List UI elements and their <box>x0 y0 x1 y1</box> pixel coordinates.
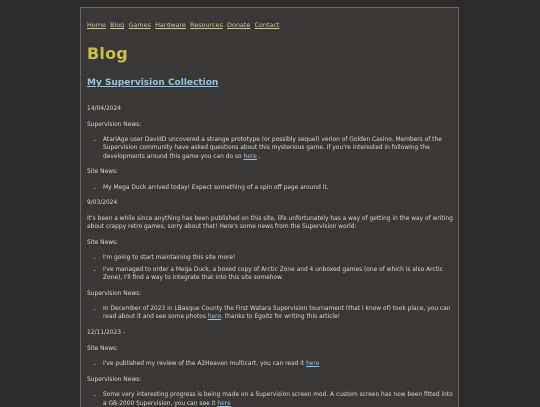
list-item: • My Mega Duck arrived today! Expect something of a spin off page around it. <box>103 184 453 192</box>
nav-link-contact[interactable]: Contact <box>254 21 280 29</box>
nav-link-resources[interactable]: Resources <box>190 21 223 29</box>
section-heading: Supervision News: <box>87 376 142 383</box>
item-text: AtariAge user DavidD uncovered a strange prototype (or possibly sequel) verion of Golden Casino. Members of the Supervision community have asked questions about this mysterious game. If you're interested in following the developments around this game you can do so <box>103 137 442 160</box>
page-title: Blog <box>87 44 128 63</box>
here-link[interactable]: here <box>243 153 257 160</box>
nav-link-donate[interactable]: Donate <box>227 21 251 29</box>
news-list <box>87 360 453 368</box>
list-item: • I'm going to start maintaining this site more! <box>103 254 453 262</box>
list-item <box>103 305 453 321</box>
entry-date: 14/04/2024 <box>87 106 121 112</box>
post-title-link[interactable]: My Supervision Collection <box>87 78 219 88</box>
blog-content <box>87 105 453 407</box>
news-list <box>87 184 453 192</box>
here-link[interactable]: here <box>217 400 231 407</box>
list-item: • AtariAge user DavidD uncovered a strange prototype (or possibly sequel) verion of Golden Casino. Members of the Supervision community have asked questions about this mysterious game. If you're interested in following the developments around this game you can do so here . <box>103 136 453 161</box>
content-panel <box>80 7 459 407</box>
list-item <box>103 360 453 368</box>
section-heading: Supervision News: <box>87 290 142 297</box>
section-heading: Site News: <box>87 345 119 352</box>
news-list <box>87 136 453 161</box>
news-list <box>87 305 453 321</box>
nav-link-blog[interactable]: Blog <box>110 21 125 29</box>
news-list <box>87 254 453 282</box>
section-heading: Site News: <box>87 169 119 176</box>
top-nav <box>87 21 282 29</box>
item-text: Some very interesting progress is being made on a Supervision screen mod. A custom screen has now been fitted into a GB-2000 Supervision, you can see it <box>103 392 453 407</box>
intro-paragraph: It's been a while since anything has been published on this site, life unfortunately has a way of getting in the way of writing about crappy retro games, sorry about that! Here's some news from the Supervision world: <box>87 215 453 231</box>
item-text: I've published my review of the A2Heaven multicart, you can read it <box>103 361 305 368</box>
here-link[interactable]: here <box>306 361 320 368</box>
nav-link-games[interactable]: Games <box>128 21 151 29</box>
nav-link-hardware[interactable]: Hardware <box>155 21 186 29</box>
item-text: , thanks to Egoitz for writing this article! <box>221 314 340 321</box>
section-heading: Supervision News: <box>87 121 142 128</box>
nav-link-home[interactable]: Home <box>87 21 106 29</box>
here-link[interactable]: here <box>207 314 222 321</box>
item-text: In December of 2023 in LBasque County the First Watara Supervision tournament (that I know of) took place, you can read about it and see some photos <box>103 306 451 321</box>
entry-date: 12/11/2023 - <box>87 329 125 336</box>
list-item: • I've managed to order a Mega Duck, a boxed copy of Arctic Zone and 4 unboxed games (one of which is also Arctic Zone), I'll find a way to integrate that into this site somehow. <box>103 266 453 282</box>
entry-date: 9/03/2024 <box>87 200 118 207</box>
section-heading: Site News: <box>87 239 119 246</box>
